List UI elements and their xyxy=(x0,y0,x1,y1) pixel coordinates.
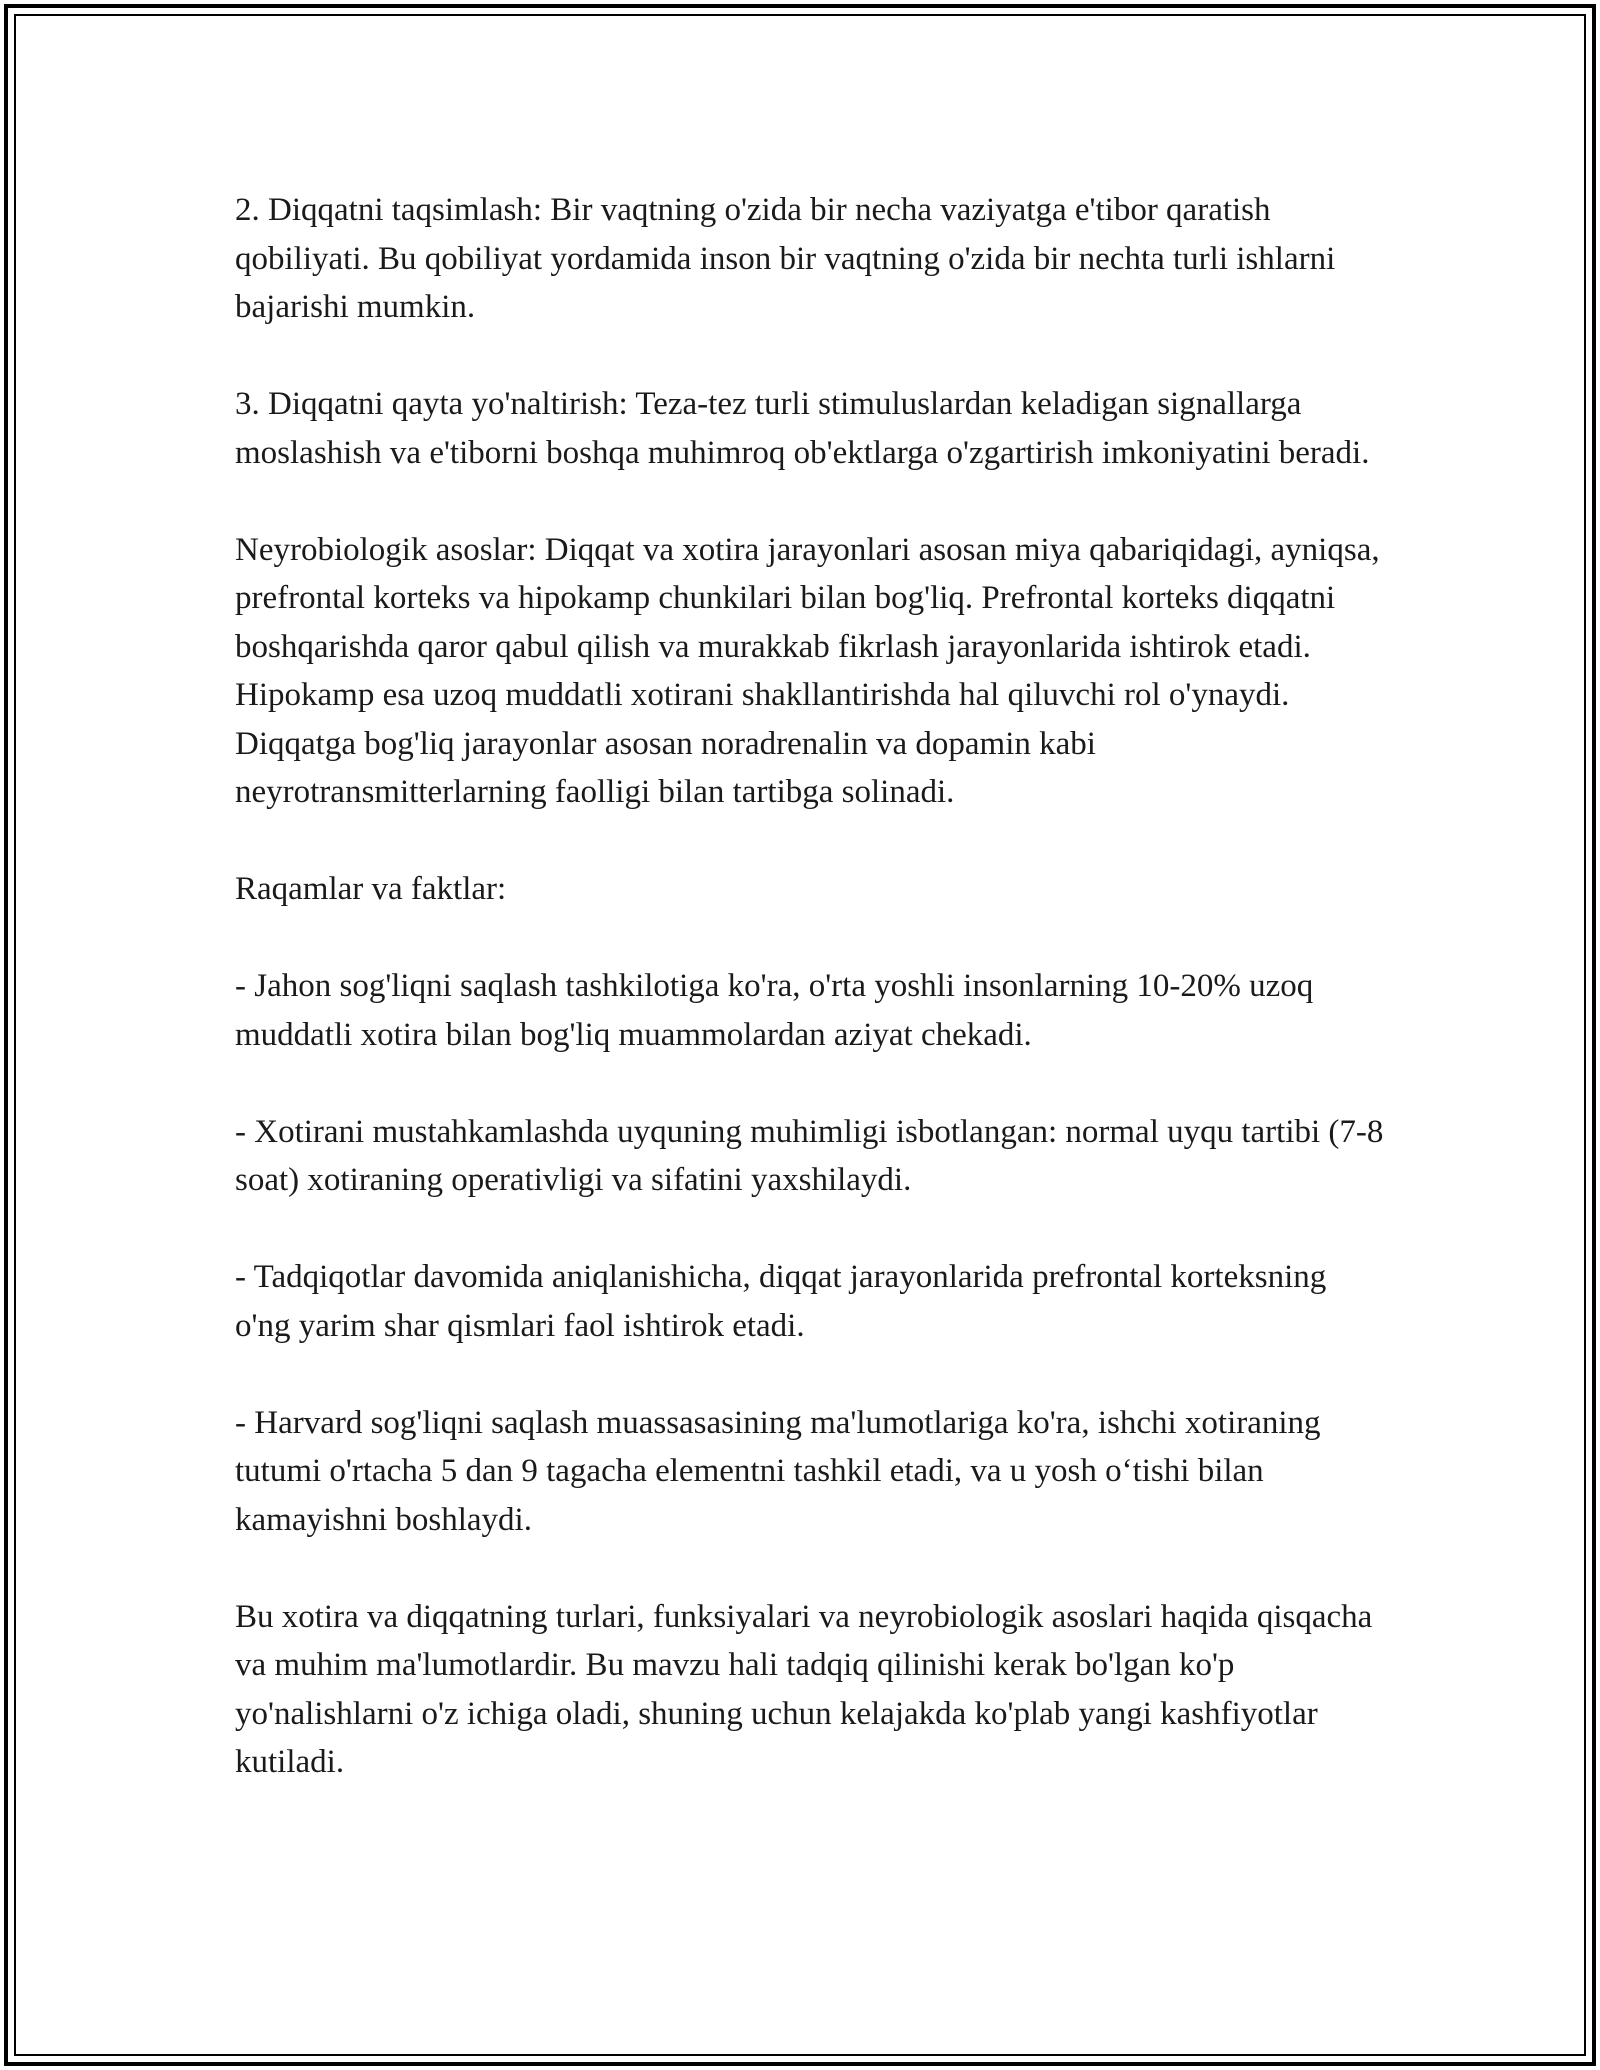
fact-item-harvard: - Harvard sog'liqni saqlash muassasasining ma'lumotlariga ko'ra, ishchi xotiraning tutumi o'rtacha 5 dan 9 tagacha elementni tashkil etadi, va u yosh o‘tishi bilan kamayishni boshlaydi. xyxy=(235,1404,1321,1538)
paragraph-attention-redirection: 3. Diqqatni qayta yo'naltirish: Teza-tez turli stimuluslardan keladigan signallarga moslashish va e'tiborni boshqa muhimroq ob'ektlarga o'zgartirish imkoniyatini beradi. xyxy=(235,386,1370,471)
fact-item-prefrontal: - Tadqiqotlar davomida aniqlanishicha, diqqat jarayonlarida prefrontal korteksning o'ng yarim shar qismlari faol ishtirok etadi. xyxy=(235,1259,1327,1344)
paragraph-attention-distribution: 2. Diqqatni taqsimlash: Bir vaqtning o'zida bir necha vaziyatga e'tibor qaratish qobiliyati. Bu qobiliyat yordamida inson bir vaqtning o'zida bir nechta turli ishlarni bajarishi mumkin. xyxy=(235,192,1336,325)
document-body xyxy=(235,186,1385,1787)
fact-item-sleep: - Xotirani mustahkamlashda uyquning muhimligi isbotlangan: normal uyqu tartibi (7-8 soat) xotiraning operativligi va sifatini yaxshilaydi. xyxy=(235,1113,1384,1198)
paragraph-conclusion: Bu xotira va diqqatning turlari, funksiyalari va neyrobiologik asoslari haqida qisqacha va muhim ma'lumotlardir. Bu mavzu hali tadqiq qilinishi kerak bo'lgan ko'p yo'nalishlarni o'z ichiga oladi, shuning uchun kelajakda ko'plab yangi kashfiyotlar kutiladi. xyxy=(235,1598,1373,1780)
section-heading-facts: Raqamlar va faktlar: xyxy=(235,871,507,907)
paragraph-neurobiological-basis: Neyrobiologik asoslar: Diqqat va xotira jarayonlari asosan miya qabariqidagi, ayniqsa, prefrontal korteks va hipokamp chunkilari bilan bog'liq. Prefrontal korteks diqqatni boshqarishda qaror qabul qilish va murakkab fikrlash jarayonlarida ishtirok etadi. Hipokamp esa uzoq muddatli xotirani shakllantirishda hal qiluvchi rol o'ynaydi. Diqqatga bog'liq jarayonlar asosan noradrenalin va dopamin kabi neyrotransmitterlarning faolligi bilan tartibga solinadi. xyxy=(235,531,1380,810)
fact-item-who: - Jahon sog'liqni saqlash tashkilotiga ko'ra, o'rta yoshli insonlarning 10-20% uzoq muddatli xotira bilan bog'liq muammolardan aziyat chekadi. xyxy=(235,968,1314,1053)
